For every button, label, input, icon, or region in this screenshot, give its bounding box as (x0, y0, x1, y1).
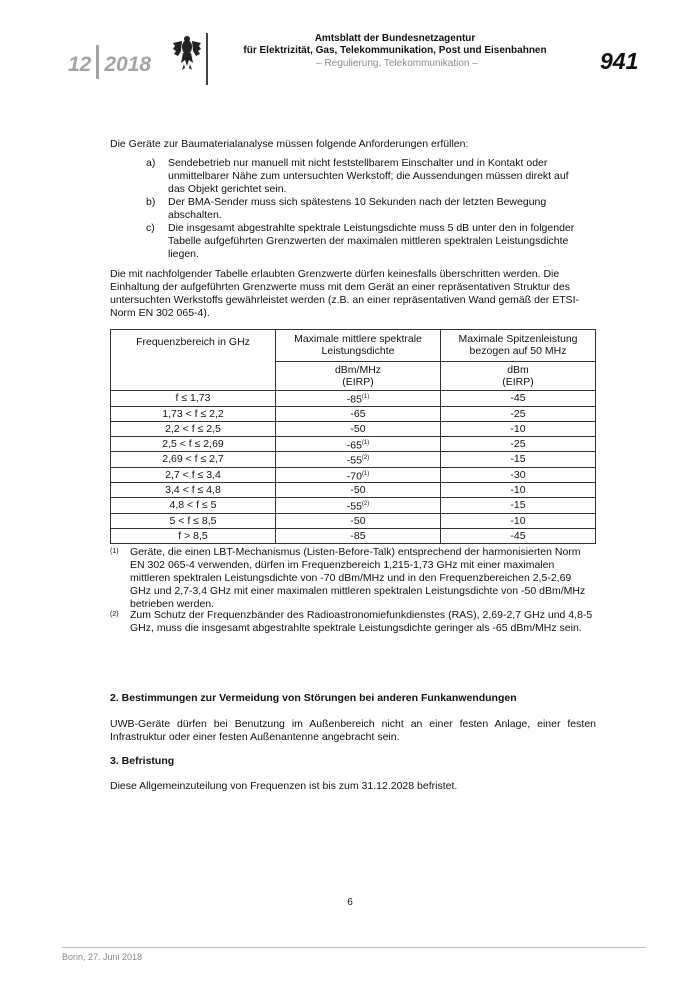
limits-paragraph: Die mit nachfolgender Tabelle erlaubten Grenzwerte dürfen keinesfalls überschritten werden. Die Einhaltung der aufgeführten Grenzwerte muss mit dem Gerät an einer repräsentativen Struktur des untersuchten Werkstoffs gewährleistet werden (z.B. an einer repräsentativen Wand gemäß der ETSI-Norm EN 302 065-4). (110, 268, 580, 319)
list-item-text: Der BMA-Sender muss sich spätestens 10 Sekunden nach der letzten Bewegung abschalten. (168, 196, 547, 221)
table-row (111, 498, 596, 514)
footnote-ref: (1) (361, 394, 370, 400)
limits-table (110, 329, 596, 544)
cell-frequency-range: 1,73 < f ≤ 2,2 (111, 406, 276, 421)
table-row (111, 528, 596, 543)
table-row (111, 421, 596, 436)
cell-frequency-range: 2,69 < f ≤ 2,7 (111, 452, 276, 468)
section-2-text: UWB-Geräte dürfen bei Benutzung im Außenbereich nicht an einer festen Anlage, einer festen Infrastruktur oder einer festen Außenantenne angebracht sein. (110, 718, 596, 743)
section-3-text: Diese Allgemeinzuteilung von Frequenzen ist bis zum 31.12.2028 befristet. (110, 780, 458, 792)
footnote (110, 546, 594, 611)
page-number: 941 (600, 48, 639, 74)
cell-peak-power: -30 (441, 467, 596, 483)
cell-peak-power: -10 (441, 483, 596, 498)
header-peak-power: Maximale Spitzenleistung bezogen auf 50 MHz (441, 330, 596, 362)
cell-frequency-range: 4,8 < f ≤ 5 (111, 498, 276, 514)
cell-mean-density: -65$^{(1)}$ (276, 436, 441, 452)
footnote-text: Zum Schutz der Frequenzbänder des Radioastronomiefunkdienstes (RAS), 2,69-2,7 GHz und 4,8-5 GHz, muss die insgesamt abgestrahlte spektrale Leistungsdichte geringer als -65 dBm/MHz sein. (130, 609, 593, 634)
table-row (111, 406, 596, 421)
cell-mean-density: -85$^{(1)}$ (276, 391, 441, 407)
list-item (146, 196, 586, 222)
publication-subtitle: für Elektrizität, Gas, Telekommunikation, Post und Eisenbahnen (243, 45, 547, 56)
footnote-marker: (2) (110, 611, 119, 618)
footer-date: Bonn, 27. Juni 2018 (62, 952, 143, 962)
issue-separator (96, 45, 99, 79)
cell-mean-density: -70$^{(1)}$ (276, 467, 441, 483)
footnote-ref: (1) (361, 439, 370, 446)
cell-mean-density: -85 (276, 528, 441, 543)
section-3-heading: 3. Befristung (110, 755, 175, 767)
list-item (146, 222, 586, 261)
cell-frequency-range: 5 < f ≤ 8,5 (111, 513, 276, 528)
cell-peak-power: -45 (441, 391, 596, 407)
table-row (111, 483, 596, 498)
list-item-text: Sendebetrieb nur manuell mit nicht feststellbarem Einschalter und in Kontakt oder unmittelbarer Nähe zum untersuchten Werkstoff; die Aussendungen müssen direkt auf das Objekt gerichtet sein. (168, 157, 569, 195)
list-item (146, 157, 586, 196)
list-marker: c) (146, 222, 155, 234)
unit-mean-density: dBm/MHz (EIRP) (276, 362, 441, 391)
cell-mean-density: -55$^{(2)}$ (276, 498, 441, 514)
issue-year: 2018 (104, 53, 152, 76)
list-item-text: Die insgesamt abgestrahlte spektrale Leistungsdichte muss 5 dB unter den in folgender Tabelle aufgeführten Grenzwerten der maximalen mittleren spektralen Leistungsdichte liegen. (168, 222, 575, 260)
cell-frequency-range: 2,2 < f ≤ 2,5 (111, 421, 276, 436)
requirements-list (146, 157, 586, 261)
table-row (111, 467, 596, 483)
table-row (111, 513, 596, 528)
header-frequency: Frequenzbereich in GHz (111, 330, 276, 391)
cell-mean-density: -65 (276, 406, 441, 421)
footnote-marker: (1) (110, 548, 119, 555)
unit-peak-power: dBm (EIRP) (441, 362, 596, 391)
cell-peak-power: -45 (441, 528, 596, 543)
cell-frequency-range: 2,7 < f ≤ 3,4 (111, 467, 276, 483)
table-header-row (111, 330, 596, 362)
issue-label (68, 45, 151, 79)
cell-mean-density: -50 (276, 513, 441, 528)
section-label: – Regulierung, Telekommunikation – (316, 58, 478, 69)
footnote-text: Geräte, die einen LBT-Mechanismus (Listen-Before-Talk) entsprechend der harmonisierten Norm EN 302 065-4 verwenden, dürfen im Frequenzbereich 1,215-1,73 GHz mit einer maximalen mittleren spektralen Leistungsdichte von -70 dBm/MHz und in den Frequenzbereichen 2,5-2,69 GHz und 2,7-3,4 GHz mit einer maximalen mittleren spektralen Leistungsdichte von -50 dBm/MHz betrieben werden. (130, 546, 586, 610)
cell-peak-power: -15 (441, 452, 596, 468)
cell-frequency-range: 3,4 < f ≤ 4,8 (111, 483, 276, 498)
footer-divider (62, 947, 646, 948)
list-marker: b) (146, 196, 156, 208)
list-marker: a) (146, 157, 156, 169)
table-row (111, 391, 596, 407)
cell-frequency-range: 2,5 < f ≤ 2,69 (111, 436, 276, 452)
cell-mean-density: -55$^{(2)}$ (276, 452, 441, 468)
footnote (110, 609, 594, 635)
cell-mean-density: -50 (276, 483, 441, 498)
cell-peak-power: -25 (441, 406, 596, 421)
federal-eagle-icon (172, 33, 202, 73)
issue-number: 12 (68, 53, 92, 76)
intro-text: Die Geräte zur Baumaterialanalyse müssen folgende Anforderungen erfüllen: (110, 138, 469, 150)
publication-title: Amtsblatt der Bundesnetzagentur (314, 33, 476, 44)
table-row (111, 452, 596, 468)
document-page-number: 6 (347, 897, 353, 908)
header-mean-density: Maximale mittlere spektrale Leistungsdichte (276, 330, 441, 362)
section-2-heading: 2. Bestimmungen zur Vermeidung von Störungen bei anderen Funkanwendungen (110, 692, 517, 704)
cell-frequency-range: f > 8,5 (111, 528, 276, 543)
table-body (111, 391, 596, 544)
cell-mean-density: -50 (276, 421, 441, 436)
table-row (111, 436, 596, 452)
footnote-ref: (2) (361, 455, 370, 461)
cell-peak-power: -10 (441, 513, 596, 528)
footnote-ref: (1) (361, 470, 370, 477)
cell-peak-power: -25 (441, 436, 596, 452)
cell-peak-power: -15 (441, 498, 596, 514)
footnote-ref: (2) (361, 501, 370, 507)
cell-frequency-range: f ≤ 1,73 (111, 391, 276, 407)
cell-peak-power: -10 (441, 421, 596, 436)
